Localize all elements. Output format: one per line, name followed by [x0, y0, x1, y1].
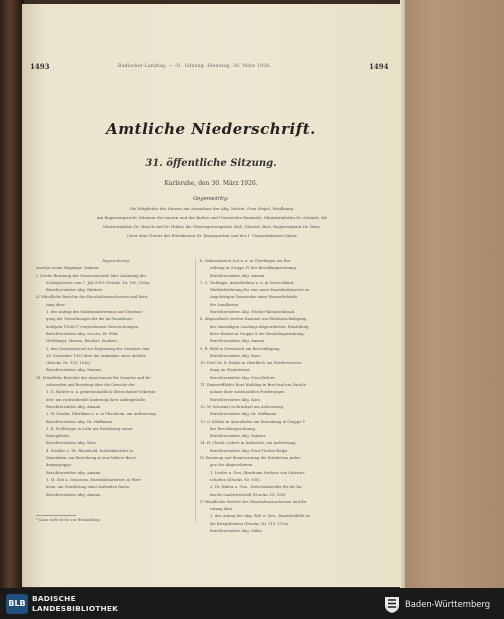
agenda-line: Schulgesetzes vom 7. Juli 1910 (Drucks. Nr. 100, 100a).: [46, 280, 151, 285]
agenda-line: III. Mündliche Berichte des Ausschusses für Gesuche und Be-: [36, 375, 152, 380]
agenda-line: gen der Abgeordneten.: [210, 463, 254, 468]
state-name[interactable]: Baden-Württemberg: [405, 599, 491, 609]
agenda-line: Berichterstatter Abg. Amann.: [46, 492, 102, 497]
blb-logo[interactable]: BLB: [6, 594, 28, 614]
agenda-line: Berichterstatter Abg. Frau Fischer-Kulpo.: [210, 448, 289, 453]
agenda-line: betr. um rückwirkende Änderung ihrer Anfangsstelle.: [46, 397, 147, 402]
agenda-line: I. Zweite Beratung des Gesetzentwurfs über Änderung des: [36, 273, 147, 278]
agenda-line: der ehemaligen Landtags-Abgeordneten. Einstufung: [210, 324, 309, 329]
agenda-line: 6. Oekonomierat Gut u. a. in Überlingen um Ein-: [200, 259, 292, 263]
agenda-line: ratung über: [210, 507, 233, 512]
agenda-line: Berichterstatter Abg. Kurz.: [210, 397, 262, 402]
library-name-line2: LANDESBIBLIOTHEK: [32, 604, 119, 613]
agenda-line: Berichterstatter Abg. Fischer-Kleinsteinbach.: [210, 310, 296, 315]
agenda-line: 2. W. Gmelin, Fabrikant u. a. in Pforzheim, um Aufwertung.: [46, 412, 157, 417]
agenda-line: ihrer Renten in Gruppe X der Besoldungsordnung.: [210, 331, 305, 336]
agenda-line: Berichterstatter Abg. Kurz.: [46, 441, 98, 446]
agenda-line: reihung in Gruppe IV der Besoldungsordnung.: [210, 266, 297, 271]
present-heading: Gegenwärtig:: [193, 196, 229, 202]
agenda-line: nahme ihrer ausbezahlten Forderungen.: [210, 390, 286, 395]
agenda-line: 5. M. Zeh u. Genossen, Eisenbahnarbeiter, in Wert-: [46, 477, 142, 482]
right-page-number: 1494: [369, 62, 389, 71]
agenda-line: Berichterstatter Abg. Marum.: [46, 368, 102, 373]
present-line: Am Regierungstisch: Minister des Innern und des Kultus und Unterrichts Remmele, Ministerialrätin Dr. Schmitt, die: [96, 215, 328, 220]
agenda-line: Berichterstatter Abg. Amann.: [210, 339, 266, 344]
agenda-line: gung der Verordnungen für die im Staatshaus-: [46, 317, 134, 322]
agenda-line: Rückbeförderung für eine neue Staatsbedienstete zu: [210, 288, 310, 293]
agenda-line: IV. Beratung und Beantwortung der förmlichen Anfra-: [200, 456, 302, 461]
agenda-line: Berichterstatter Abg. Frau Richter.: [210, 375, 276, 380]
agenda-line: Berichterstatter Abg. Dr. Hoffmann.: [46, 419, 114, 424]
left-column: [36, 258, 196, 499]
footnote-rule: [36, 515, 76, 516]
agenda-line: der Besoldungsordnung.: [210, 426, 257, 431]
agenda-line: Berichterstatter Abg. Amann.: [210, 273, 266, 278]
agenda-line: V. Mündlicher Bericht des Haushaltsausschusses und Be-: [200, 499, 308, 504]
agenda-line: Anzeige neuer Eingänge. Sodann:: [36, 266, 100, 271]
agenda-line: 2. den Gesetzentwurf zur Ergänzung des Gesetzes vom: [46, 346, 150, 351]
agenda-line: Tagesordnung:: [102, 259, 130, 263]
agenda-line: Angehörigen Gemeinden einer Wasserbehörde: [210, 295, 298, 300]
agenda-line: 12. W. Schoener in Bruchsal um Aufwertung.: [200, 404, 285, 409]
agenda-line: die Kriegsblinden (Drucks. Nr. 119, 119a).: [210, 521, 290, 526]
agenda-line: Berichterstatter Abg. Kurz.: [210, 353, 262, 358]
agenda-line: 3. B. Stollberger in Lahr um Erstattung seiner: [46, 426, 133, 431]
agenda-line: der Landkreise.: [210, 302, 240, 307]
agenda-line: Mannheim, um Einreihung in eine höhere Besol-: [46, 456, 137, 461]
book-binding: [0, 0, 24, 588]
agenda-line: 10. Prof. Dr. D. Rekan in Oberkirch um Wiederverwen-: [200, 361, 303, 366]
agenda-line: 7. C. Tschöppe, Amtsdirektor u. a. in Deutschland,: [200, 280, 295, 285]
agenda-line: Berichterstatter Abg. von Au, Dr. Föhr,: [46, 331, 119, 336]
book-cover-edge: [400, 0, 504, 588]
agenda-line: 4. Schäfer u. Th. Rheinhold, Schreibmeister in: [46, 448, 133, 453]
agenda-line: 1. den Antrag des Staatsministeriums auf Genehmi-: [46, 310, 143, 315]
agenda-line: Berichterstatter Abg. Dr. Hoffmann.: [210, 412, 278, 417]
present-line: Die Mitglieder des Hauses mit Ausnahme der Abg. Martin, Frau Siegel, Weidkamp.: [129, 206, 295, 211]
agenda-line: 11. Emmeriffhöfer Rust Waibling in Bruchsal um Zurück-: [200, 383, 307, 388]
agenda-line: 8. Abgeordnete zweiter Kammer um Rückentschädigung: [200, 317, 307, 322]
place-date: Karlsruhe, den 30. März 1926.: [164, 180, 258, 187]
agenda-line: tung über:: [46, 302, 66, 307]
library-name[interactable]: [32, 594, 118, 614]
agenda-line: Berichterstatter Abg. Selzner.: [210, 434, 266, 439]
agenda-line: 1. G. Richter u. a. gemeinschaftlich Oberschulrat-Sekretär: [46, 390, 156, 395]
agenda-line: 14. R. Chrulz, Lehrer in Karlsruhe, um Aufwertung.: [200, 441, 297, 446]
running-header: Badischer Landtag. — 31. Sitzung. Dienstag, 30. März 1926.: [118, 64, 272, 69]
baden-wuerttemberg-emblem-icon: [383, 594, 401, 614]
left-page-number: 1493: [30, 62, 50, 71]
agenda-line: (Drucks. Nr. 153, 153a).: [46, 361, 92, 366]
agenda-line: heim, um Gewährung einer laufenden Rente.: [46, 485, 131, 490]
library-name-line1: BADISCHE: [32, 594, 76, 603]
document-title: Amtliche Niederschrift.: [106, 120, 316, 138]
agenda-line: dische Landwirtschaft (Drucks. Nr. 108).: [210, 492, 287, 497]
agenda-line: 13. O. Köhler in Ahrenhofen um Einreihung in Gruppe V: [200, 419, 306, 424]
agenda-line: 1. den Antrag der Abg. Roß u. Gen., Staatsbeihilfe an: [210, 514, 310, 519]
agenda-line: dungsgruppe.: [46, 463, 72, 468]
agenda-line: Berichterstatter Abg. Rückert.: [46, 288, 104, 293]
agenda-line: Berichterstatter Abg. Amann.: [46, 470, 102, 475]
agenda-line: Berichterstatter Abg. Stähr.: [210, 528, 263, 533]
footnote: * Kann nicht mehr zur Behandlung.: [36, 518, 101, 522]
agenda-line: Ruhegehalts.: [46, 434, 71, 439]
present-paragraph: [38, 204, 386, 240]
present-line: Ministerialräte Dr. Hirsch und Dr. Huber, die Oberregierungsräte Hoß, Günstel, Reiz, Regierungsrat Dr. Denz.: [103, 224, 321, 229]
agenda-line: Berichterstatter Abg. Amann.: [46, 404, 102, 409]
right-column: [200, 258, 370, 535]
agenda-line: 28. Dezember 1925 über die Aufnahme einer Anleihe: [46, 353, 146, 358]
agenda-line: 2. Dr. Walter u. Gen., Zwischenkredite für die ba-: [210, 485, 303, 490]
present-line: Unter dem Vorsitz des Präsidenten Dr. Baumgartner und des I. Vizepräsidenten Maier.: [126, 233, 298, 238]
agenda-line: 9. B. Blöd in Gernsbach um Beschäftigung.: [200, 346, 281, 351]
agenda-line: schaften (Drucks. Nr. 100).: [210, 477, 261, 482]
agenda-line: 1. Lörder u. Gen. (Bruttoum Verluste von Gastwirt-: [210, 470, 306, 475]
session-heading: 31. öffentliche Sitzung.: [145, 158, 277, 169]
agenda-line: II. Mündliche Berichte des Haushaltsausschusses und Bera-: [36, 295, 149, 300]
agenda-line: Weißhaupt, Marum, Rückert, Seubert;: [46, 339, 118, 344]
agenda-line: schwerden und Beratung über die Gesuche der: [46, 383, 135, 388]
agenda-line: dung im Staatsdienst.: [210, 368, 251, 373]
agenda-line: haltsjahr 1926/27 vorgesehenen Neuerichtungen.: [46, 324, 140, 329]
